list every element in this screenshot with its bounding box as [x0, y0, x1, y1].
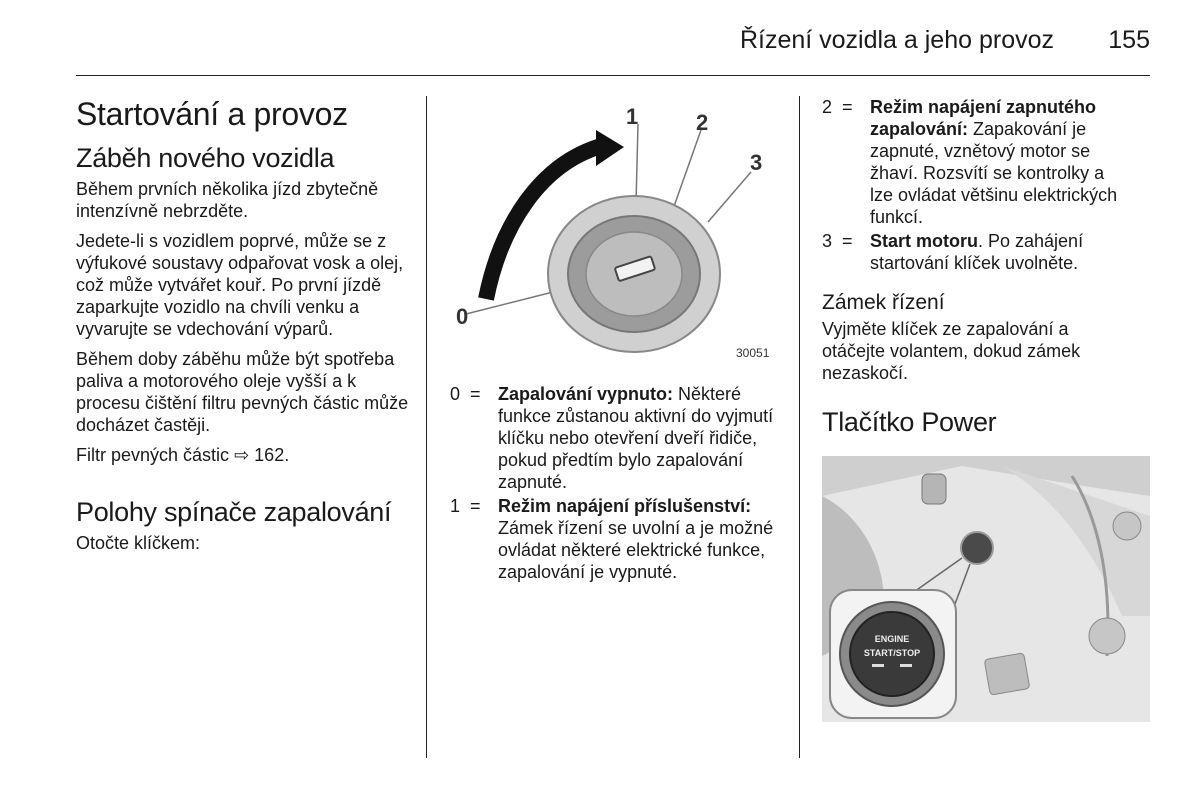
section-title: Startování a provoz [76, 96, 348, 132]
break-in-paragraph: Během prvních několika jízd zbytečně intenzívně nebrzděte. [76, 179, 379, 221]
ignition-switch-figure [446, 94, 776, 366]
page-number: 155 [1108, 26, 1150, 54]
column-divider [426, 96, 427, 758]
cross-reference-page: 162. [254, 445, 290, 465]
position-label: 3 [750, 150, 763, 175]
steering-lock-heading: Zámek řízení [822, 291, 945, 314]
button-label: START/STOP [863, 648, 921, 658]
power-button-in-scene [961, 532, 993, 564]
cross-reference[interactable] [76, 444, 411, 466]
column-right [822, 96, 1122, 442]
button-label: ENGINE [874, 634, 910, 644]
position-label: 1 [626, 104, 639, 129]
power-button-heading: Tlačítko Power [822, 407, 997, 437]
break-in-paragraph: Během doby záběhu může být spotřeba paliva a motorového oleje vyšší a k procesu čištění filtru pevných částic může docházet častěji. [76, 349, 409, 435]
ignition-position-item: 0 = Zapalování vypnuto: Některé funkce zůstanou aktivní do vyjmutí klíčku nebo otevření dveří řidiče, pokud předtím bylo zapalování zapnuté. [450, 384, 774, 492]
arrow-right-icon: ⇨ [234, 445, 250, 465]
page-header [0, 0, 1200, 80]
column-left [76, 96, 411, 562]
figure-code: 30051 [736, 346, 770, 360]
cross-reference-text: Filtr pevných částic [76, 445, 230, 465]
break-in-heading: Záběh nového vozidla [76, 143, 335, 173]
column-divider [799, 96, 800, 758]
position-label: 2 [696, 110, 709, 135]
power-button-figure [822, 456, 1150, 722]
ignition-position-item: 1 = Režim napájení příslušenství: Zámek řízení se uvolní a je možné ovládat některé elektrické funkce, zapalování je vypnuté. [450, 496, 774, 582]
steering-lock-text: Vyjměte klíček ze zapalování a otáčejte volantem, dokud zámek nezaskočí. [822, 319, 1081, 383]
ignition-intro: Otočte klíčkem: [76, 533, 201, 553]
column-middle [450, 383, 780, 585]
position-label: 0 [456, 304, 469, 329]
header-rule [76, 75, 1150, 76]
ignition-heading: Polohy spínače zapalování [76, 497, 392, 527]
ignition-position-item: 2 = Režim napájení zapnutého zapalování: Zapakování je zapnuté, vznětový motor se žhaví. Rozsvítí se kontrolky a lze ovládat většinu elektrických funkcí. [822, 97, 1118, 227]
chapter-title: Řízení vozidla a jeho provoz [739, 26, 1054, 54]
ignition-position-item: 3 = Start motoru. Po zahájení startování klíček uvolněte. [822, 231, 1084, 273]
break-in-paragraph: Jedete-li s vozidlem poprvé, může se z výfukové soustavy odpařovat vosk a olej, což může vytvářet kouř. Po první jízdě zaparkujte vozidlo na chvíli venku a vyvarujte se vdechování výparů. [76, 231, 404, 339]
